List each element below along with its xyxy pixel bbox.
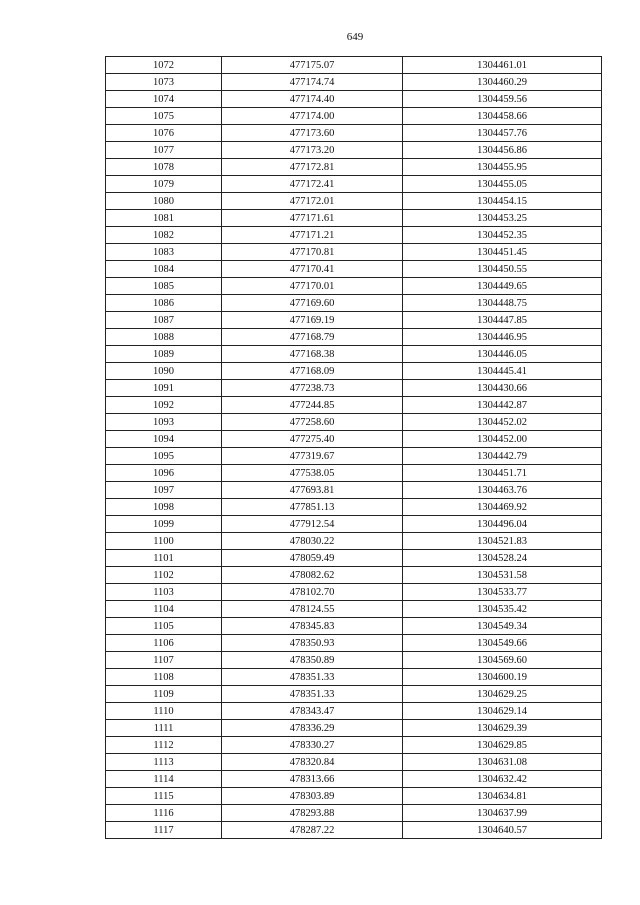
point-number-cell: 1089 bbox=[106, 346, 222, 363]
table-row bbox=[106, 244, 602, 261]
point-number-cell: 1103 bbox=[106, 584, 222, 601]
point-number-cell: 1106 bbox=[106, 635, 222, 652]
y-coordinate-cell: 1304451.71 bbox=[403, 465, 602, 482]
y-coordinate-cell: 1304455.05 bbox=[403, 176, 602, 193]
y-coordinate-cell: 1304629.39 bbox=[403, 720, 602, 737]
point-number-cell: 1086 bbox=[106, 295, 222, 312]
y-coordinate-cell: 1304634.81 bbox=[403, 788, 602, 805]
x-coordinate-cell: 477172.01 bbox=[222, 193, 403, 210]
point-number-cell: 1085 bbox=[106, 278, 222, 295]
x-coordinate-cell: 477174.00 bbox=[222, 108, 403, 125]
x-coordinate-cell: 478330.27 bbox=[222, 737, 403, 754]
table-row bbox=[106, 397, 602, 414]
x-coordinate-cell: 477319.67 bbox=[222, 448, 403, 465]
table-row bbox=[106, 74, 602, 91]
point-number-cell: 1078 bbox=[106, 159, 222, 176]
table-row bbox=[106, 618, 602, 635]
y-coordinate-cell: 1304631.08 bbox=[403, 754, 602, 771]
point-number-cell: 1105 bbox=[106, 618, 222, 635]
point-number-cell: 1090 bbox=[106, 363, 222, 380]
x-coordinate-cell: 478082.62 bbox=[222, 567, 403, 584]
x-coordinate-cell: 477169.60 bbox=[222, 295, 403, 312]
table-row bbox=[106, 176, 602, 193]
table-row bbox=[106, 669, 602, 686]
x-coordinate-cell: 477168.79 bbox=[222, 329, 403, 346]
x-coordinate-cell: 478345.83 bbox=[222, 618, 403, 635]
point-number-cell: 1075 bbox=[106, 108, 222, 125]
table-row bbox=[106, 108, 602, 125]
x-coordinate-cell: 478336.29 bbox=[222, 720, 403, 737]
y-coordinate-cell: 1304460.29 bbox=[403, 74, 602, 91]
y-coordinate-cell: 1304445.41 bbox=[403, 363, 602, 380]
point-number-cell: 1104 bbox=[106, 601, 222, 618]
y-coordinate-cell: 1304457.76 bbox=[403, 125, 602, 142]
y-coordinate-cell: 1304453.25 bbox=[403, 210, 602, 227]
y-coordinate-cell: 1304458.66 bbox=[403, 108, 602, 125]
y-coordinate-cell: 1304461.01 bbox=[403, 57, 602, 74]
point-number-cell: 1096 bbox=[106, 465, 222, 482]
point-number-cell: 1099 bbox=[106, 516, 222, 533]
point-number-cell: 1088 bbox=[106, 329, 222, 346]
page-number: 649 bbox=[346, 31, 364, 43]
y-coordinate-cell: 1304535.42 bbox=[403, 601, 602, 618]
y-coordinate-cell: 1304637.99 bbox=[403, 805, 602, 822]
y-coordinate-cell: 1304629.85 bbox=[403, 737, 602, 754]
point-number-cell: 1108 bbox=[106, 669, 222, 686]
x-coordinate-cell: 477169.19 bbox=[222, 312, 403, 329]
x-coordinate-cell: 478320.84 bbox=[222, 754, 403, 771]
coordinates-table-body bbox=[106, 57, 602, 839]
x-coordinate-cell: 478351.33 bbox=[222, 669, 403, 686]
x-coordinate-cell: 477175.07 bbox=[222, 57, 403, 74]
point-number-cell: 1073 bbox=[106, 74, 222, 91]
table-row bbox=[106, 210, 602, 227]
x-coordinate-cell: 477238.73 bbox=[222, 380, 403, 397]
y-coordinate-cell: 1304451.45 bbox=[403, 244, 602, 261]
y-coordinate-cell: 1304446.95 bbox=[403, 329, 602, 346]
point-number-cell: 1074 bbox=[106, 91, 222, 108]
y-coordinate-cell: 1304455.95 bbox=[403, 159, 602, 176]
x-coordinate-cell: 477275.40 bbox=[222, 431, 403, 448]
table-row bbox=[106, 567, 602, 584]
table-row bbox=[106, 57, 602, 74]
table-row bbox=[106, 159, 602, 176]
point-number-cell: 1081 bbox=[106, 210, 222, 227]
x-coordinate-cell: 478059.49 bbox=[222, 550, 403, 567]
x-coordinate-cell: 477693.81 bbox=[222, 482, 403, 499]
x-coordinate-cell: 477170.41 bbox=[222, 261, 403, 278]
table-row bbox=[106, 482, 602, 499]
table-row bbox=[106, 465, 602, 482]
x-coordinate-cell: 478124.55 bbox=[222, 601, 403, 618]
table-row bbox=[106, 499, 602, 516]
point-number-cell: 1111 bbox=[106, 720, 222, 737]
y-coordinate-cell: 1304463.76 bbox=[403, 482, 602, 499]
table-row bbox=[106, 193, 602, 210]
x-coordinate-cell: 478313.66 bbox=[222, 771, 403, 788]
point-number-cell: 1114 bbox=[106, 771, 222, 788]
table-row bbox=[106, 125, 602, 142]
table-row bbox=[106, 737, 602, 754]
point-number-cell: 1079 bbox=[106, 176, 222, 193]
x-coordinate-cell: 477538.05 bbox=[222, 465, 403, 482]
y-coordinate-cell: 1304549.34 bbox=[403, 618, 602, 635]
table-row bbox=[106, 635, 602, 652]
table-row bbox=[106, 414, 602, 431]
y-coordinate-cell: 1304454.15 bbox=[403, 193, 602, 210]
point-number-cell: 1076 bbox=[106, 125, 222, 142]
x-coordinate-cell: 478343.47 bbox=[222, 703, 403, 720]
y-coordinate-cell: 1304459.56 bbox=[403, 91, 602, 108]
x-coordinate-cell: 478351.33 bbox=[222, 686, 403, 703]
y-coordinate-cell: 1304442.79 bbox=[403, 448, 602, 465]
point-number-cell: 1095 bbox=[106, 448, 222, 465]
x-coordinate-cell: 477170.01 bbox=[222, 278, 403, 295]
point-number-cell: 1083 bbox=[106, 244, 222, 261]
point-number-cell: 1110 bbox=[106, 703, 222, 720]
y-coordinate-cell: 1304442.87 bbox=[403, 397, 602, 414]
y-coordinate-cell: 1304640.57 bbox=[403, 822, 602, 839]
y-coordinate-cell: 1304496.04 bbox=[403, 516, 602, 533]
y-coordinate-cell: 1304469.92 bbox=[403, 499, 602, 516]
y-coordinate-cell: 1304456.86 bbox=[403, 142, 602, 159]
table-row bbox=[106, 295, 602, 312]
table-row bbox=[106, 278, 602, 295]
y-coordinate-cell: 1304549.66 bbox=[403, 635, 602, 652]
table-row bbox=[106, 431, 602, 448]
table-row bbox=[106, 142, 602, 159]
point-number-cell: 1112 bbox=[106, 737, 222, 754]
x-coordinate-cell: 478287.22 bbox=[222, 822, 403, 839]
x-coordinate-cell: 477174.40 bbox=[222, 91, 403, 108]
x-coordinate-cell: 477168.09 bbox=[222, 363, 403, 380]
y-coordinate-cell: 1304528.24 bbox=[403, 550, 602, 567]
table-row bbox=[106, 516, 602, 533]
table-row bbox=[106, 754, 602, 771]
point-number-cell: 1116 bbox=[106, 805, 222, 822]
point-number-cell: 1094 bbox=[106, 431, 222, 448]
x-coordinate-cell: 477173.20 bbox=[222, 142, 403, 159]
table-row bbox=[106, 363, 602, 380]
point-number-cell: 1072 bbox=[106, 57, 222, 74]
x-coordinate-cell: 478293.88 bbox=[222, 805, 403, 822]
point-number-cell: 1092 bbox=[106, 397, 222, 414]
y-coordinate-cell: 1304452.02 bbox=[403, 414, 602, 431]
point-number-cell: 1102 bbox=[106, 567, 222, 584]
table-row bbox=[106, 720, 602, 737]
point-number-cell: 1109 bbox=[106, 686, 222, 703]
table-row bbox=[106, 533, 602, 550]
table-row bbox=[106, 329, 602, 346]
point-number-cell: 1113 bbox=[106, 754, 222, 771]
y-coordinate-cell: 1304629.25 bbox=[403, 686, 602, 703]
table-row bbox=[106, 686, 602, 703]
point-number-cell: 1082 bbox=[106, 227, 222, 244]
table-row bbox=[106, 652, 602, 669]
x-coordinate-cell: 478030.22 bbox=[222, 533, 403, 550]
x-coordinate-cell: 477171.21 bbox=[222, 227, 403, 244]
table-row bbox=[106, 380, 602, 397]
point-number-cell: 1087 bbox=[106, 312, 222, 329]
table-row bbox=[106, 822, 602, 839]
y-coordinate-cell: 1304452.35 bbox=[403, 227, 602, 244]
table-row bbox=[106, 788, 602, 805]
y-coordinate-cell: 1304430.66 bbox=[403, 380, 602, 397]
x-coordinate-cell: 478303.89 bbox=[222, 788, 403, 805]
point-number-cell: 1093 bbox=[106, 414, 222, 431]
x-coordinate-cell: 477172.41 bbox=[222, 176, 403, 193]
point-number-cell: 1117 bbox=[106, 822, 222, 839]
x-coordinate-cell: 477258.60 bbox=[222, 414, 403, 431]
x-coordinate-cell: 477912.54 bbox=[222, 516, 403, 533]
table-row bbox=[106, 771, 602, 788]
point-number-cell: 1080 bbox=[106, 193, 222, 210]
y-coordinate-cell: 1304629.14 bbox=[403, 703, 602, 720]
coordinates-table bbox=[105, 56, 602, 839]
table-row bbox=[106, 584, 602, 601]
y-coordinate-cell: 1304533.77 bbox=[403, 584, 602, 601]
table-row bbox=[106, 91, 602, 108]
point-number-cell: 1100 bbox=[106, 533, 222, 550]
table-row bbox=[106, 227, 602, 244]
y-coordinate-cell: 1304446.05 bbox=[403, 346, 602, 363]
x-coordinate-cell: 477244.85 bbox=[222, 397, 403, 414]
x-coordinate-cell: 477170.81 bbox=[222, 244, 403, 261]
table-row bbox=[106, 448, 602, 465]
y-coordinate-cell: 1304569.60 bbox=[403, 652, 602, 669]
table-row bbox=[106, 261, 602, 278]
point-number-cell: 1097 bbox=[106, 482, 222, 499]
y-coordinate-cell: 1304632.42 bbox=[403, 771, 602, 788]
point-number-cell: 1084 bbox=[106, 261, 222, 278]
table-row bbox=[106, 703, 602, 720]
y-coordinate-cell: 1304449.65 bbox=[403, 278, 602, 295]
y-coordinate-cell: 1304447.85 bbox=[403, 312, 602, 329]
x-coordinate-cell: 477171.61 bbox=[222, 210, 403, 227]
x-coordinate-cell: 478102.70 bbox=[222, 584, 403, 601]
point-number-cell: 1107 bbox=[106, 652, 222, 669]
x-coordinate-cell: 477851.13 bbox=[222, 499, 403, 516]
x-coordinate-cell: 478350.93 bbox=[222, 635, 403, 652]
y-coordinate-cell: 1304531.58 bbox=[403, 567, 602, 584]
x-coordinate-cell: 478350.89 bbox=[222, 652, 403, 669]
table-row bbox=[106, 346, 602, 363]
point-number-cell: 1091 bbox=[106, 380, 222, 397]
table-row bbox=[106, 805, 602, 822]
y-coordinate-cell: 1304448.75 bbox=[403, 295, 602, 312]
point-number-cell: 1115 bbox=[106, 788, 222, 805]
x-coordinate-cell: 477168.38 bbox=[222, 346, 403, 363]
point-number-cell: 1098 bbox=[106, 499, 222, 516]
point-number-cell: 1101 bbox=[106, 550, 222, 567]
y-coordinate-cell: 1304452.00 bbox=[403, 431, 602, 448]
table-row bbox=[106, 550, 602, 567]
table-row bbox=[106, 601, 602, 618]
y-coordinate-cell: 1304521.83 bbox=[403, 533, 602, 550]
y-coordinate-cell: 1304450.55 bbox=[403, 261, 602, 278]
y-coordinate-cell: 1304600.19 bbox=[403, 669, 602, 686]
table-row bbox=[106, 312, 602, 329]
point-number-cell: 1077 bbox=[106, 142, 222, 159]
x-coordinate-cell: 477173.60 bbox=[222, 125, 403, 142]
x-coordinate-cell: 477174.74 bbox=[222, 74, 403, 91]
x-coordinate-cell: 477172.81 bbox=[222, 159, 403, 176]
